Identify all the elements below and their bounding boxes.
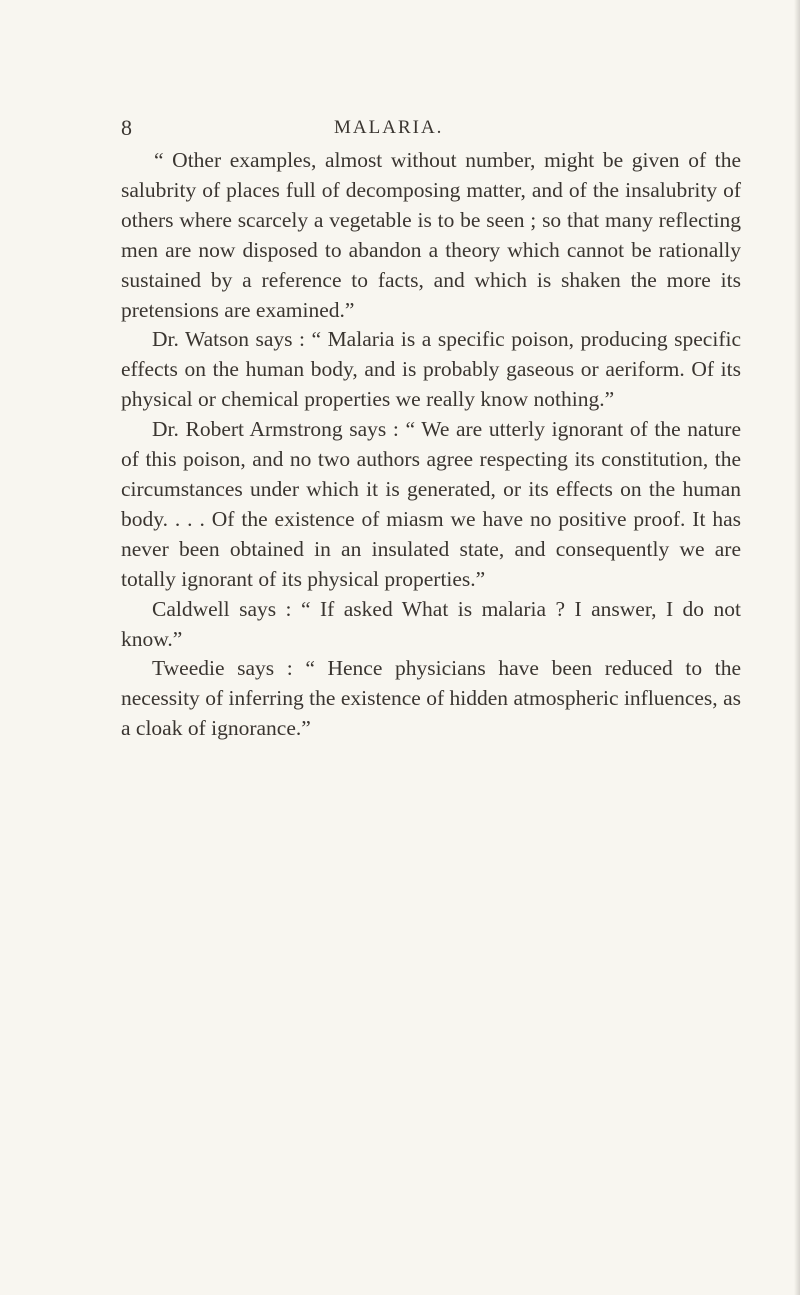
paragraph-caldwell: Caldwell says : “ If asked What is malaria ? I answer, I do not know.”: [121, 596, 741, 651]
page-edge-shadow: [794, 0, 800, 1295]
paragraph-tweedie: Tweedie says : “ Hence physicians have been reduced to the necessity of inferring the existence of hidden atmospheric influences, as a cloak of ignorance.”: [121, 656, 741, 741]
page-number: 8: [121, 115, 132, 140]
body-text: [121, 146, 741, 744]
paragraph-armstrong: Dr. Robert Armstrong says : “ We are utterly ignorant of the nature of this poison, and no two authors agree respecting its constitution, the circumstances under which it is generated, or its effects on the human body. . . . Of the existence of miasm we have no positive proof. It has never been obtained in an insulated state, and consequently we are totally ignorant of its physical properties.”: [121, 417, 741, 591]
running-title: MALARIA.: [334, 117, 444, 138]
paragraph-quotation-examples: “ Other examples, almost without number, might be given of the salubrity of places full of decomposing matter, and of the insalubrity of others where scarcely a vegetable is to be seen ; so that many reflecting men are now disposed to abandon a theory which cannot be rationally sustained by a reference to facts, and which is shaken the more its pretensions are examined.”: [121, 148, 741, 322]
paragraph-watson: Dr. Watson says : “ Malaria is a specific poison, producing specific effects on the human body, and is probably gaseous or aeriform. Of its physical or chemical properties we really know nothing.”: [121, 327, 741, 412]
page-header: [121, 113, 681, 143]
